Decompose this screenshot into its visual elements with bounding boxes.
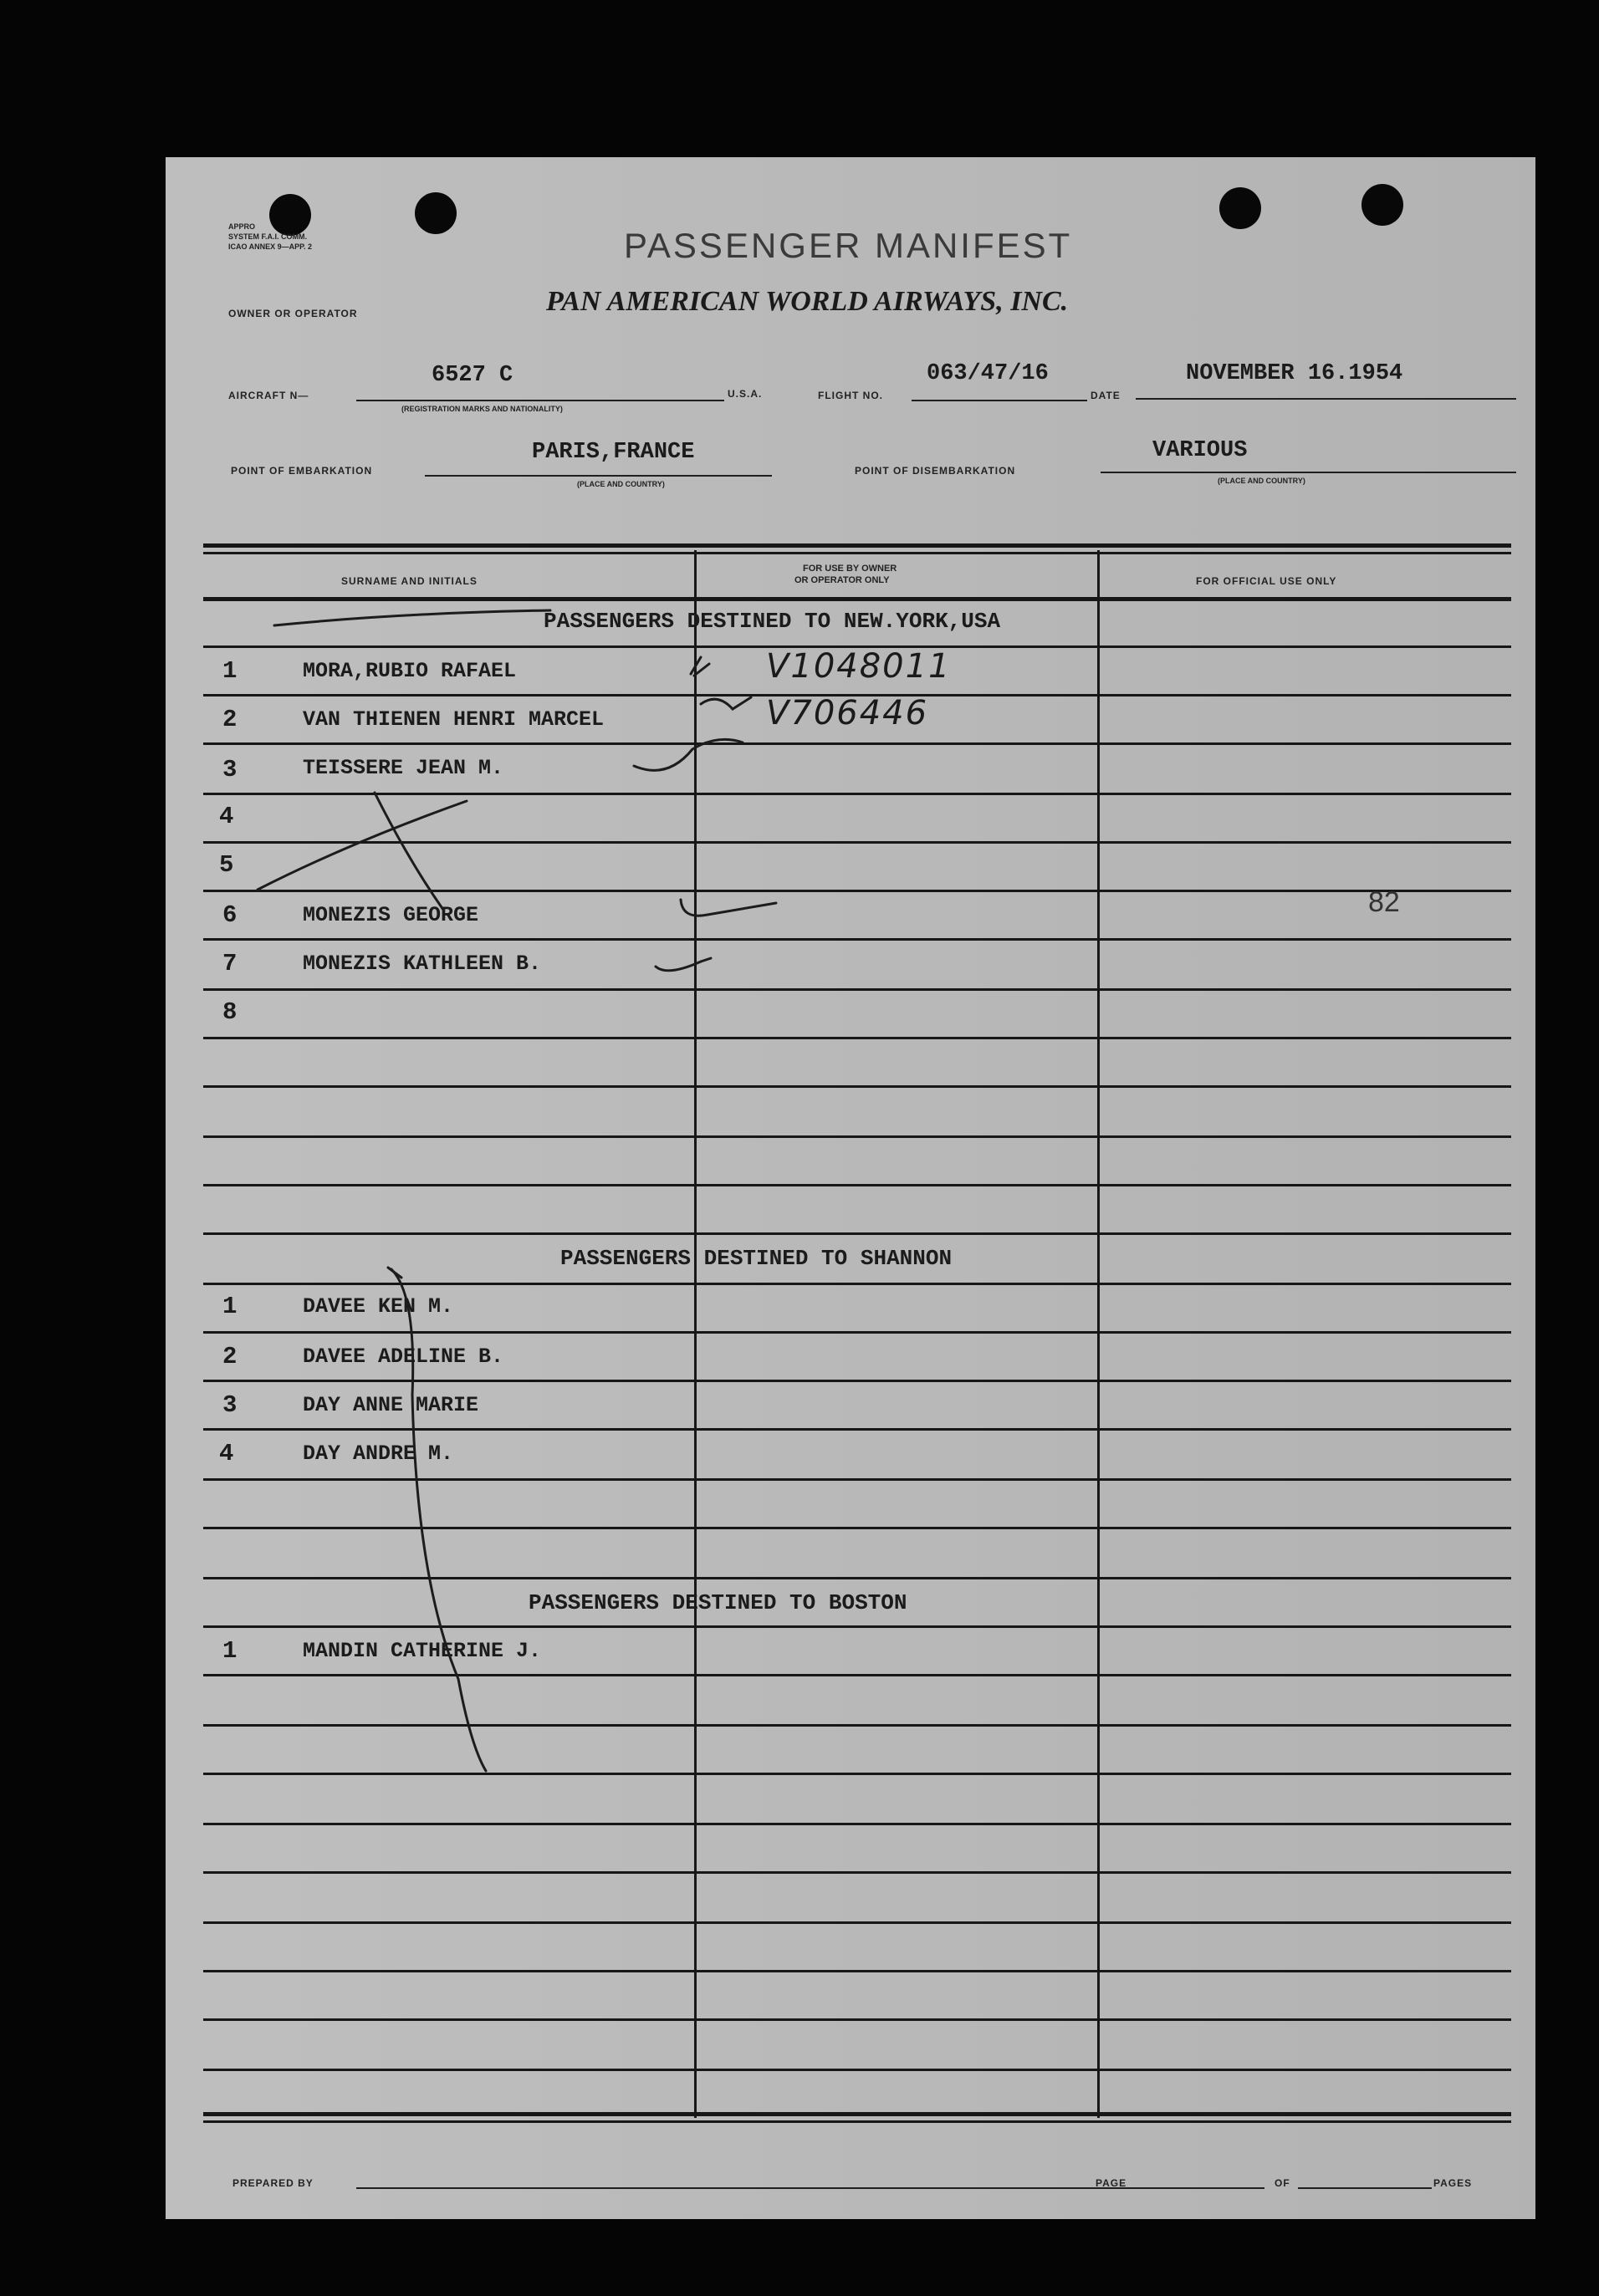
usa-label: U.S.A. — [728, 388, 763, 400]
passenger-name: DAVEE KEN M. — [303, 1294, 454, 1319]
row-number: 3 — [222, 756, 238, 783]
aircraft-number: 6527 C — [432, 363, 513, 388]
row-number: 2 — [222, 1343, 238, 1370]
visa-number: V706446 — [766, 694, 929, 732]
check-mark — [701, 697, 751, 709]
approval-line: SYSTEM F.A.I. COMM. — [228, 232, 308, 241]
owner-label: OWNER OR OPERATOR — [228, 308, 358, 319]
pencil-underline-stroke — [274, 610, 550, 625]
row-number: 6 — [222, 901, 238, 929]
passenger-name: MORA,RUBIO RAFAEL — [303, 659, 517, 683]
pages-label: PAGES — [1433, 2177, 1473, 2189]
bracket-stroke — [388, 1268, 401, 1278]
passenger-name: MANDIN CATHERINE J. — [303, 1639, 542, 1663]
section-title-new-york: PASSENGERS DESTINED TO NEW.YORK,USA — [544, 609, 1001, 634]
approval-line: ICAO ANNEX 9—APP. 2 — [228, 242, 313, 251]
flight-label: FLIGHT NO. — [818, 390, 883, 401]
passenger-name: TEISSERE JEAN M. — [303, 756, 504, 780]
passenger-name: MONEZIS GEORGE — [303, 903, 479, 927]
disembarkation-value: VARIOUS — [1152, 438, 1248, 463]
row-number: 1 — [222, 657, 238, 685]
visa-number: V1048011 — [766, 647, 952, 686]
check-mark — [634, 739, 743, 770]
column-header-owner-use: FOR USE BY OWNER — [803, 564, 897, 574]
check-mark — [681, 900, 776, 916]
of-label: OF — [1275, 2177, 1290, 2189]
passenger-name: DAY ANDRE M. — [303, 1441, 454, 1466]
row-number: 1 — [222, 1637, 238, 1665]
prepared-by-label: PREPARED BY — [232, 2177, 314, 2189]
manifest-sheet — [166, 157, 1535, 2219]
section-title-boston: PASSENGERS DESTINED TO BOSTON — [529, 1590, 907, 1615]
section-title-shannon: PASSENGERS DESTINED TO SHANNON — [560, 1246, 953, 1271]
bracket-stroke — [391, 1269, 486, 1771]
approval-line: APPRO — [228, 222, 256, 231]
date-label: DATE — [1091, 390, 1121, 401]
airline-name: PAN AMERICAN WORLD AIRWAYS, INC. — [546, 286, 1069, 317]
check-mark — [691, 657, 709, 676]
row-number: 1 — [222, 1293, 238, 1320]
column-header-official: FOR OFFICIAL USE ONLY — [1196, 575, 1337, 587]
column-header-surname: SURNAME AND INITIALS — [341, 575, 478, 587]
passenger-name: DAY ANNE MARIE — [303, 1393, 479, 1417]
passenger-name: MONEZIS KATHLEEN B. — [303, 952, 542, 976]
embarkation-label: POINT OF EMBARKATION — [231, 465, 373, 477]
row-number: 4 — [219, 803, 234, 830]
check-mark — [656, 958, 711, 971]
official-note: 82 — [1368, 886, 1400, 918]
date-value: NOVEMBER 16.1954 — [1186, 361, 1403, 386]
row-number: 2 — [222, 706, 238, 733]
row-number: 3 — [222, 1391, 238, 1419]
embarkation-sub-label: (PLACE AND COUNTRY) — [577, 480, 665, 488]
aircraft-sub-label: (REGISTRATION MARKS AND NATIONALITY) — [401, 405, 563, 413]
embarkation-value: PARIS,FRANCE — [532, 440, 695, 465]
passenger-name: DAVEE ADELINE B. — [303, 1344, 504, 1369]
page-title: PASSENGER MANIFEST — [624, 226, 1073, 265]
row-number: 7 — [222, 950, 238, 977]
flight-number: 063/47/16 — [927, 361, 1049, 386]
cross-stroke — [375, 793, 443, 910]
disembarkation-sub-label: (PLACE AND COUNTRY) — [1218, 477, 1305, 485]
row-number: 5 — [219, 851, 234, 879]
row-number: 4 — [219, 1440, 234, 1467]
passenger-name: VAN THIENEN HENRI MARCEL — [303, 707, 605, 732]
aircraft-label: AIRCRAFT N— — [228, 390, 309, 401]
cross-stroke — [258, 801, 467, 890]
column-header-owner-use: OR OPERATOR ONLY — [794, 575, 890, 585]
page-label: PAGE — [1096, 2177, 1127, 2189]
row-number: 8 — [222, 998, 238, 1026]
disembarkation-label: POINT OF DISEMBARKATION — [855, 465, 1016, 477]
handwritten-marks — [166, 157, 1535, 2219]
